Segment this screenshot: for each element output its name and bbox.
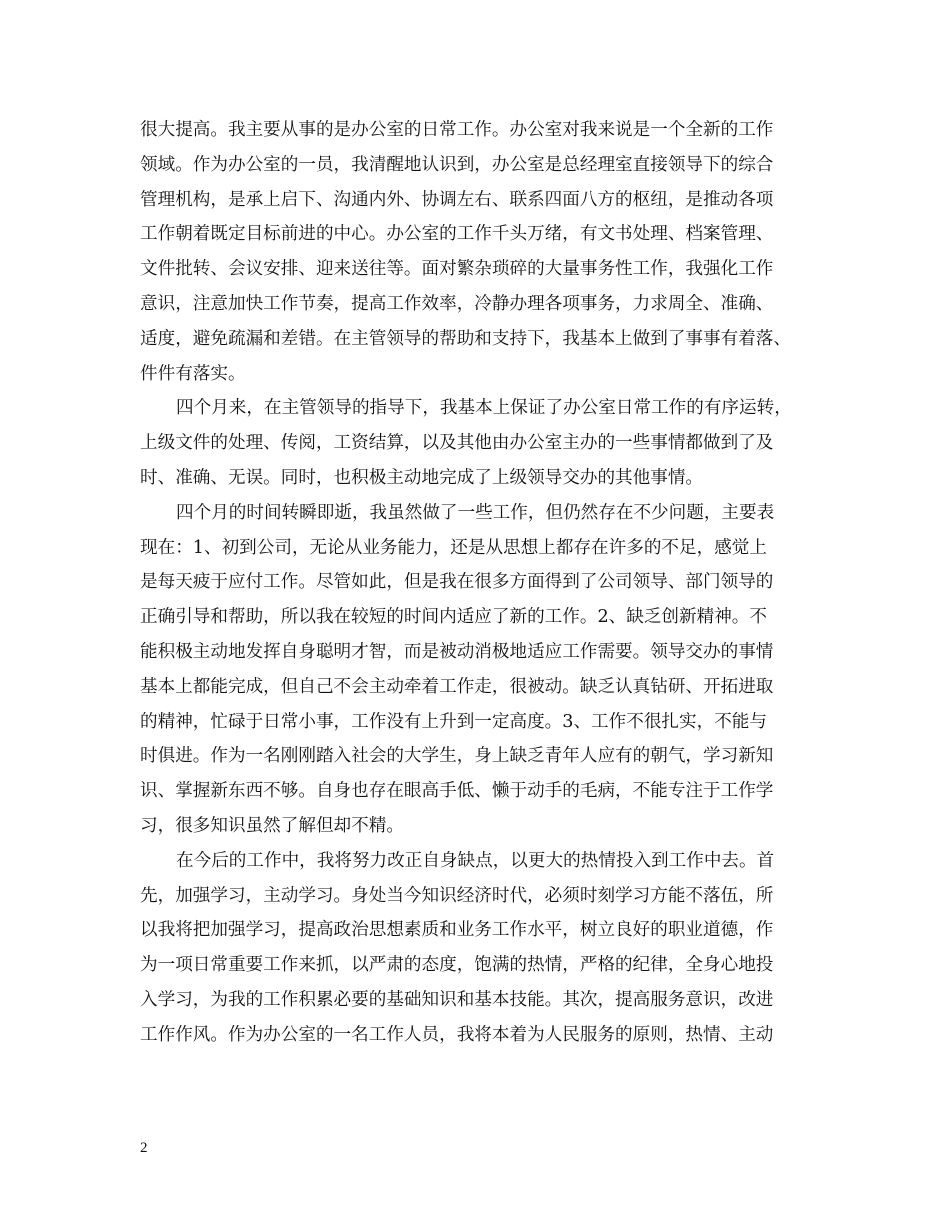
text-line: 先，加强学习，主动学习。身处当今知识经济时代，必须时刻学习方能不落伍，所 — [140, 885, 774, 906]
text-line: 意识，注意加快工作节奏，提高工作效率，冷静办理各项事务，力求周全、准确、 — [140, 294, 774, 314]
text-line: 四个月来，在主管领导的指导下，我基本上保证了办公室日常工作的有序运转， — [176, 398, 792, 419]
text-line: 适度，避免疏漏和差错。在主管领导的帮助和支持下，我基本上做到了事事有着落、 — [140, 328, 791, 349]
text-line: 四个月的时间转瞬即逝，我虽然做了一些工作，但仍然存在不少问题，主要表 — [176, 502, 775, 523]
text-line: 领域。作为办公室的一员，我清醒地认识到，办公室是总经理室直接领导下的综合 — [140, 154, 774, 175]
text-line: 正确引导和帮助，所以我在较短的时间内适应了新的工作。2、缺乏创新精神。不 — [140, 607, 767, 628]
text-line: 基本上都能完成，但自己不会主动牵着工作走，很被动。缺乏认真钻研、开拓进取 — [140, 676, 774, 697]
text-line: 是每天疲于应付工作。尽管如此，但是我在很多方面得到了公司领导、部门领导的 — [140, 572, 774, 593]
text-line: 时、准确、无误。同时，也积极主动地完成了上级领导交办的其他事情。 — [140, 468, 704, 488]
text-line: 以我将把加强学习，提高政治思想素质和业务工作水平，树立良好的职业道德，作 — [140, 920, 774, 941]
text-line: 能积极主动地发挥自身聪明才智，而是被动消极地适应工作需要。领导交办的事情 — [140, 642, 774, 662]
text-line: 工作朝着既定目标前进的中心。办公室的工作千头万绪，有文书处理、档案管理、 — [140, 224, 774, 245]
page-number: 2 — [140, 1140, 148, 1156]
text-line: 为一项日常重要工作来抓，以严肃的态度，饱满的热情，严格的纪律，全身心地投 — [140, 955, 774, 976]
text-line: 入学习，为我的工作积累必要的基础知识和基本技能。其次，提高服务意识，改进 — [140, 990, 774, 1010]
text-line: 文件批转、会议安排、迎来送往等。面对繁杂琐碎的大量事务性工作，我强化工作 — [140, 259, 774, 280]
text-line: 的精神，忙碌于日常小事，工作没有上升到一定高度。3、工作不很扎实，不能与 — [140, 711, 767, 732]
text-line: 识、掌握新东西不够。自身也存在眼高手低、懒于动手的毛病，不能专注于工作学 — [140, 781, 774, 802]
text-line: 时俱进。作为一名刚刚踏入社会的大学生，身上缺乏青年人应有的朝气，学习新知 — [140, 746, 774, 767]
text-line: 上级文件的处理、传阅，工资结算，以及其他由办公室主办的一些事情都做到了及 — [140, 433, 774, 454]
text-line: 现在：1、初到公司，无论从业务能力，还是从思想上都存在许多的不足，感觉上 — [140, 537, 767, 558]
text-line: 在今后的工作中，我将努力改正自身缺点，以更大的热情投入到工作中去。首 — [176, 850, 775, 871]
text-line: 件件有落实。 — [140, 363, 246, 384]
text-line: 管理机构，是承上启下、沟通内外、协调左右、联系四面八方的枢纽，是推动各项 — [140, 189, 774, 210]
text-line: 很大提高。我主要从事的是办公室的日常工作。办公室对我来说是一个全新的工作 — [140, 120, 774, 140]
text-line: 工作作风。作为办公室的一名工作人员，我将本着为人民服务的原则，热情、主动 — [140, 1024, 774, 1045]
text-line: 习，很多知识虽然了解但却不精。 — [140, 816, 404, 836]
